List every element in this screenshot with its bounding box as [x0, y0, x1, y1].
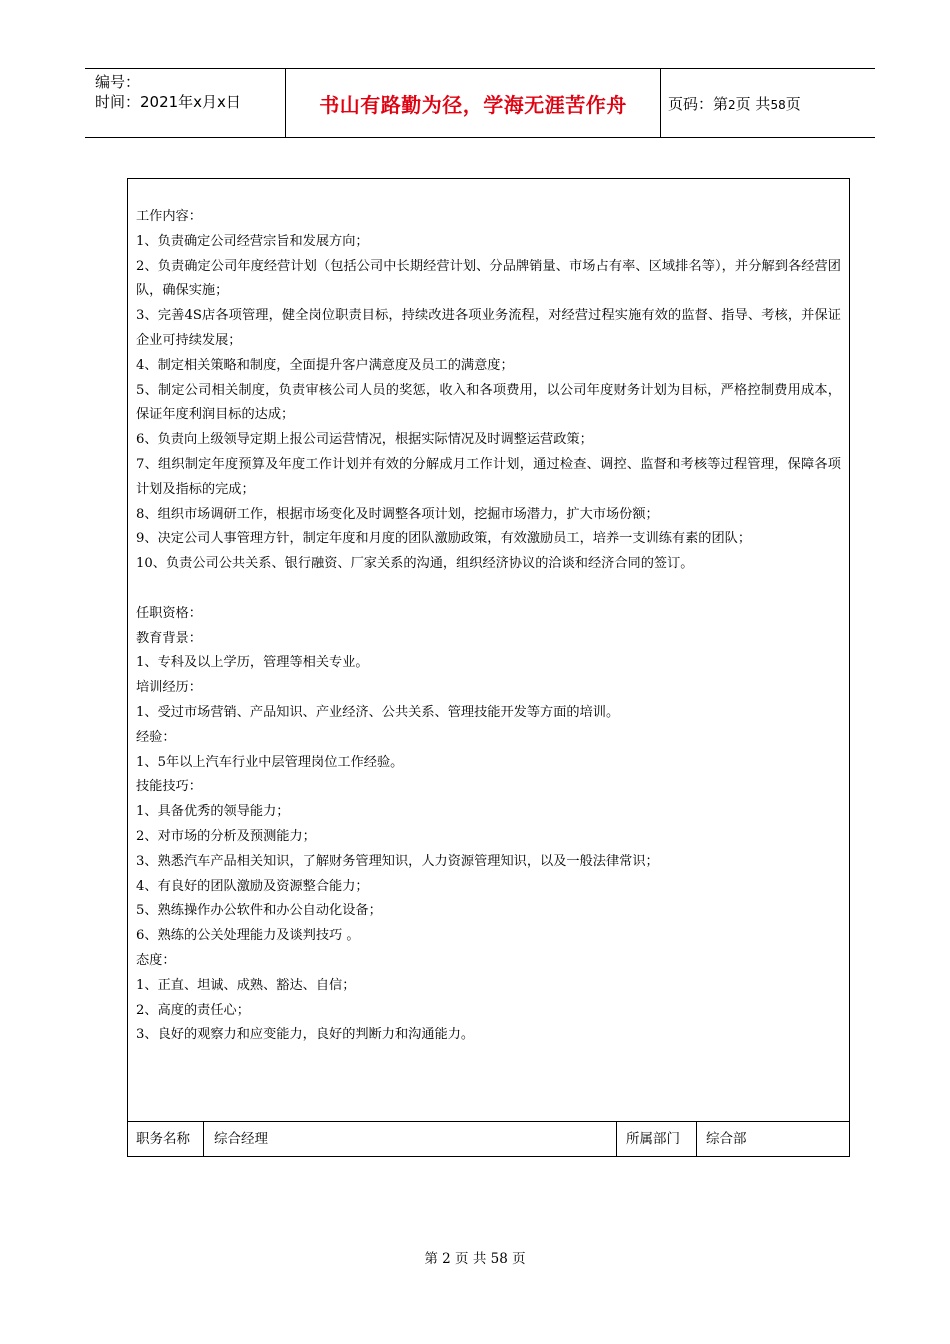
skill-item: 1、具备优秀的领导能力； [136, 804, 290, 820]
duty-item: 8、组织市场调研工作，根据市场变化及时调整各项计划，挖掘市场潜力，扩大市场份额； [136, 506, 659, 522]
header-meta [85, 69, 285, 137]
department-label: 所属部门 [616, 1122, 696, 1156]
training-item: 1、受过市场营销、产品知识、产业经济、公共关系、管理技能开发等方面的培训。 [136, 704, 620, 720]
duty-item: 2、负责确定公司年度经营计划（包括公司中长期经营计划、分品牌销量、市场占有率、区域排名等），并分解到各经营团队，确保实施； [136, 258, 841, 299]
spacer [136, 577, 841, 602]
duty-item: 5、制定公司相关制度，负责审核公司人员的奖惩，收入和各项费用，以公司年度财务计划为目标，严格控制费用成本，保证年度利润目标的达成； [136, 382, 841, 423]
job-description-box [127, 178, 850, 1157]
duty-item: 1、负责确定公司经营宗旨和发展方向； [136, 233, 369, 249]
department-value: 综合部 [696, 1122, 849, 1156]
header-motto: 书山有路勤为径，学海无涯苦作舟 [319, 92, 627, 117]
page-label: 页码：第 [668, 94, 729, 113]
document-number-label: 编号： [95, 73, 141, 91]
attitude-title: 态度： [136, 952, 176, 968]
education-title: 教育背景： [136, 630, 202, 646]
duty-item: 6、负责向上级领导定期上报公司运营情况，根据实际情况及时调整运营政策； [136, 432, 593, 448]
header-page-info [668, 93, 801, 114]
header-motto-cell [285, 69, 661, 137]
page-footer: 第 2 页 共 58 页 [424, 1251, 526, 1267]
duty-item: 4、制定相关策略和制度，全面提升客户满意度及员工的满意度； [136, 357, 514, 373]
attitude-item: 3、良好的观察力和应变能力，良好的判断力和沟通能力。 [136, 1027, 475, 1043]
header-page-cell [659, 69, 875, 137]
page-mid: 页 共 [735, 94, 771, 113]
education-item: 1、专科及以上学历，管理等相关专业。 [136, 655, 369, 671]
section-work-title: 工作内容： [136, 209, 202, 224]
experience-title: 经验： [136, 729, 176, 745]
duty-item: 3、完善4S店各项管理，健全岗位职责目标，持续改进各项业务流程，对经营过程实施有效的监督、指导、考核，并保证企业可持续发展； [136, 308, 841, 348]
document-time-label: 时间：2021年x月x日 [95, 93, 241, 111]
attitude-item: 1、正直、坦诚、成熟、豁达、自信； [136, 977, 356, 993]
page-header [85, 68, 875, 138]
duty-item: 7、组织制定年度预算及年度工作计划并有效的分解成月工作计划，通过检查、调控、监督和考核等过程管理，保障各项计划及指标的完成； [136, 456, 841, 497]
page-end: 页 [785, 94, 801, 113]
skill-item: 3、熟悉汽车产品相关知识，了解财务管理知识，人力资源管理知识，以及一般法律常识； [136, 853, 659, 869]
position-label: 职务名称 [136, 1131, 190, 1147]
skill-item: 2、对市场的分析及预测能力； [136, 828, 316, 844]
experience-item: 1、5年以上汽车行业中层管理岗位工作经验。 [136, 754, 404, 770]
page-number: 2 [728, 97, 736, 112]
position-table-row [128, 1121, 849, 1156]
skills-title: 技能技巧： [136, 779, 202, 795]
section-qual-title: 任职资格： [136, 605, 202, 621]
position-value: 综合经理 [203, 1122, 616, 1156]
skill-item: 6、熟练的公关处理能力及谈判技巧 。 [136, 928, 360, 944]
duty-item: 9、决定公司人事管理方针，制定年度和月度的团队激励政策，有效激励员工，培养一支训练有素的团队； [136, 531, 752, 547]
skill-item: 5、熟练操作办公软件和办公自动化设备； [136, 903, 382, 919]
duty-item: 10、负责公司公共关系、银行融资、厂家关系的沟通，组织经济协议的洽谈和经济合同的签订。 [136, 556, 694, 572]
training-title: 培训经历： [136, 680, 202, 696]
job-content [136, 205, 841, 1048]
attitude-item: 2、高度的责任心； [136, 1002, 250, 1018]
skill-item: 4、有良好的团队激励及资源整合能力； [136, 878, 369, 894]
page-total: 58 [770, 97, 786, 112]
